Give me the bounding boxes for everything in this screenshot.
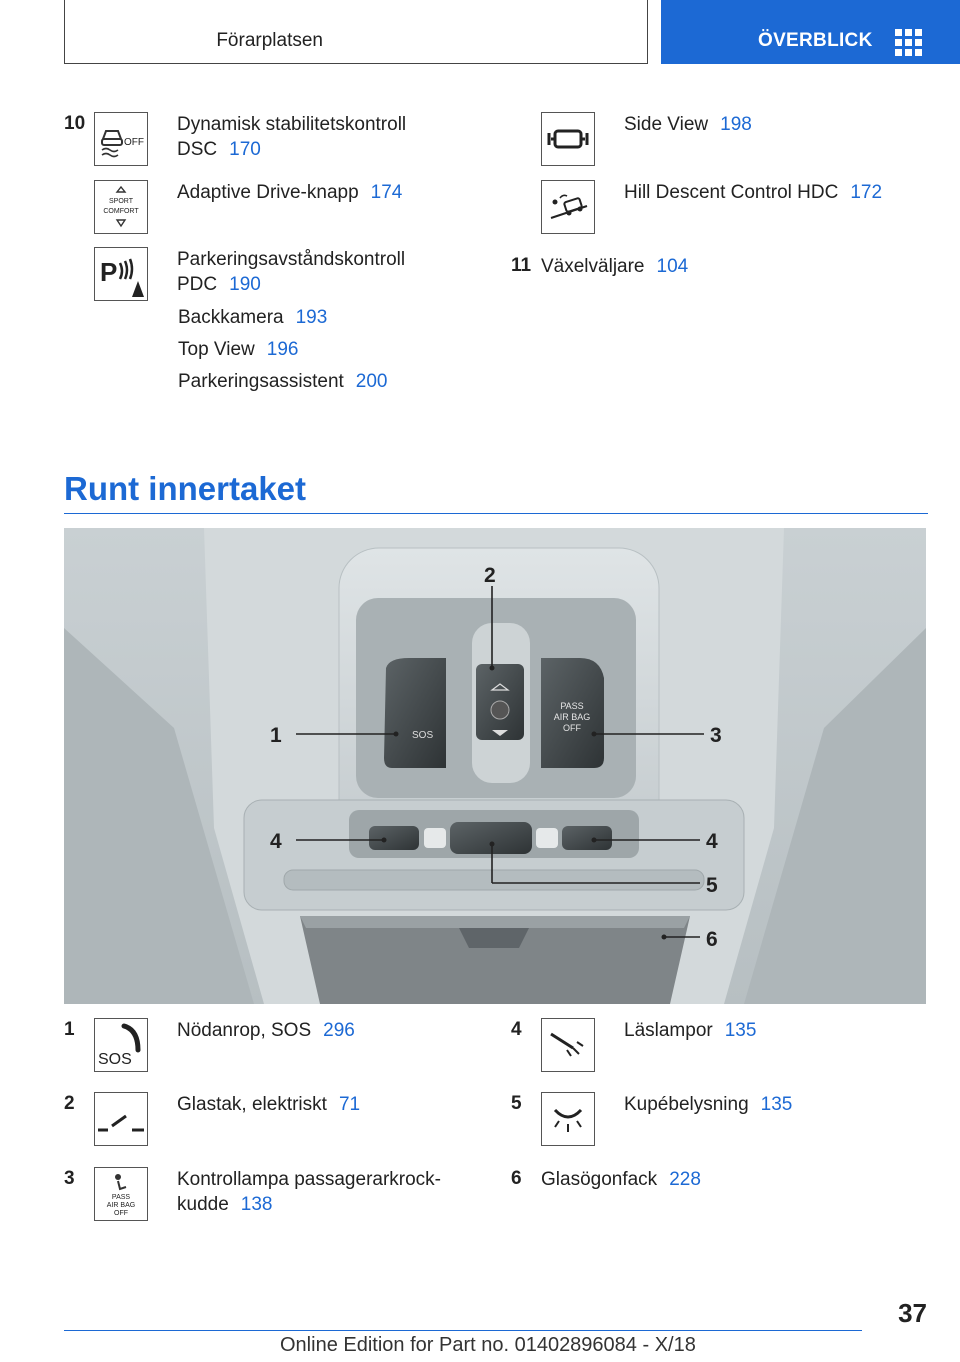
list-item-text: Kontrollampa passagerarkrock-kudde 138 <box>177 1169 442 1215</box>
list-item <box>511 1092 924 1146</box>
overview-tab-label: ÖVERBLICK <box>758 30 873 51</box>
list-item <box>64 1018 477 1072</box>
list-item-text: Kupébelysning 135 <box>624 1094 793 1115</box>
side-view-icon <box>541 112 595 166</box>
dsc-off-icon <box>94 112 148 166</box>
hdc-icon <box>541 180 595 234</box>
page-link[interactable]: 135 <box>760 1094 793 1115</box>
page-link[interactable]: 200 <box>355 371 388 392</box>
callout-5: 5 <box>706 874 718 897</box>
page-link[interactable]: 172 <box>850 182 883 203</box>
list-item <box>541 180 924 234</box>
callout-2: 2 <box>484 564 496 587</box>
list-item <box>511 254 688 279</box>
sport-comfort-icon <box>94 180 148 234</box>
list-item <box>511 1167 701 1192</box>
list-item <box>64 112 437 166</box>
page-link[interactable]: 71 <box>338 1094 361 1115</box>
list-item-text: Nödanrop, SOS 296 <box>177 1020 355 1041</box>
page-link[interactable]: 296 <box>323 1020 355 1041</box>
interior-light-icon <box>541 1092 595 1146</box>
callout-4-right: 4 <box>706 830 718 853</box>
page-link[interactable]: 104 <box>656 256 689 277</box>
page-link[interactable]: 138 <box>240 1194 273 1215</box>
list-item-text: Adaptive Drive-knapp 174 <box>177 182 403 203</box>
list-item-text: Dynamisk stabilitetskontroll DSC 170 <box>177 114 407 160</box>
list-item-text: Glasögonfack 228 <box>541 1169 701 1190</box>
sub-item: Parkeringsassistent 200 <box>178 371 388 392</box>
callout-4-left: 4 <box>270 830 282 853</box>
dsc-icon-text: OFF <box>124 137 144 148</box>
airbag-button-text-2: AIR BAG <box>553 712 591 722</box>
heading-rule <box>64 513 928 514</box>
grid-menu-icon[interactable] <box>895 29 922 56</box>
svg-text:AIR BAG: AIR BAG <box>106 1202 136 1209</box>
list-item-text: Parkeringsavståndskontroll PDC 190 <box>177 249 406 295</box>
glass-roof-icon <box>94 1092 148 1146</box>
section-title: Förarplatsen <box>216 30 323 51</box>
svg-text:P: P <box>100 257 118 287</box>
sos-icon-text: SOS <box>98 1051 132 1068</box>
airbag-button-text-3: OFF <box>563 723 581 733</box>
footer-rule <box>64 1330 862 1331</box>
item-number: 3 <box>64 1168 75 1189</box>
svg-text:OFF: OFF <box>114 1210 128 1217</box>
item-number: 4 <box>511 1019 522 1040</box>
svg-text:PASS: PASS <box>111 1194 131 1201</box>
list-item <box>511 1018 924 1072</box>
list-item <box>94 247 457 301</box>
sos-icon <box>94 1018 148 1072</box>
page-link[interactable]: 198 <box>720 114 752 135</box>
page-link[interactable]: 190 <box>229 274 261 295</box>
list-item-text: Hill Descent Control HDC 172 <box>624 182 883 203</box>
passenger-airbag-off-icon <box>94 1167 148 1221</box>
overhead-console-photo <box>64 528 926 1004</box>
list-item-text: Växelväljare 104 <box>541 256 689 277</box>
header-bar <box>64 0 648 64</box>
item-number: 5 <box>511 1093 522 1114</box>
item-number: 2 <box>64 1093 75 1114</box>
svg-text:COMFORT: COMFORT <box>103 208 139 215</box>
item-number: 10 <box>64 113 86 134</box>
page-link[interactable]: 196 <box>266 339 299 360</box>
list-item-text: Glastak, elektriskt 71 <box>177 1094 361 1115</box>
sub-item: Top View 196 <box>178 339 299 360</box>
callout-3: 3 <box>710 724 722 747</box>
section-heading: Runt innertaket <box>64 470 307 507</box>
page-link[interactable]: 170 <box>229 139 261 160</box>
item-number: 11 <box>511 255 532 276</box>
list-item <box>541 112 924 166</box>
footer-text: Online Edition for Part no. 01402896084 - X/18 <box>280 1334 696 1356</box>
item-number: 6 <box>511 1168 522 1189</box>
sos-button-text: SOS <box>412 730 434 741</box>
page-number: 37 <box>898 1298 927 1328</box>
page-link[interactable]: 174 <box>370 182 403 203</box>
list-item-text: Side View 198 <box>624 114 752 135</box>
list-item <box>64 1167 467 1221</box>
svg-text:SPORT: SPORT <box>109 198 133 205</box>
list-item <box>94 180 457 234</box>
reading-light-icon <box>541 1018 595 1072</box>
callout-6: 6 <box>706 928 718 951</box>
page-link[interactable]: 228 <box>669 1169 701 1190</box>
page-link[interactable]: 135 <box>724 1020 757 1041</box>
list-item-text: Läslampor 135 <box>624 1020 757 1041</box>
list-item <box>64 1092 477 1146</box>
pdc-icon <box>94 247 148 301</box>
sub-item: Backkamera 193 <box>178 307 328 328</box>
item-number: 1 <box>64 1019 75 1040</box>
page-link[interactable]: 193 <box>295 307 328 328</box>
overview-tab[interactable] <box>661 0 960 64</box>
airbag-button-text-1: PASS <box>560 701 584 711</box>
callout-1: 1 <box>270 724 282 747</box>
